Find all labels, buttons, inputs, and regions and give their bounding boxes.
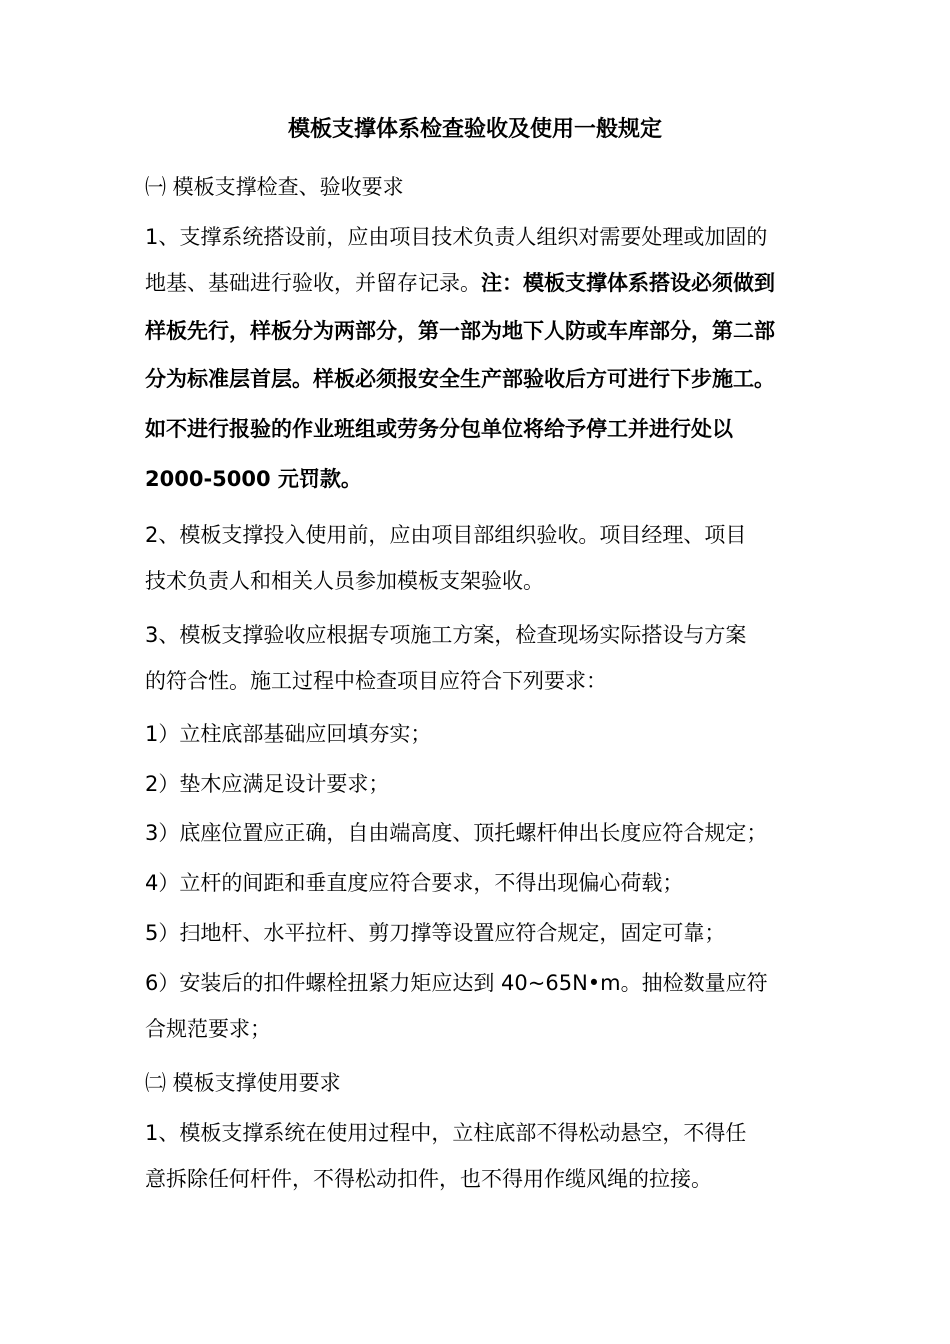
item2-line1: 2、模板支撑投入使用前，应由项目部组织验收。项目经理、项目 (145, 523, 747, 547)
section1-heading: ㈠ 模板支撑检查、验收要求 (145, 175, 404, 199)
item1-line5: 如不进行报验的作业班组或劳务分包单位将给予停工并进行处以 (145, 417, 733, 441)
item1-line3: 样板先行，样板分为两部分，第一部为地下人防或车库部分，第二部 (145, 319, 775, 343)
requirement-1: 1）立柱底部基础应回填夯实； (145, 722, 432, 746)
item3-line2: 的符合性。施工过程中检查项目应符合下列要求： (145, 669, 607, 693)
requirement-6-continued: 合规范要求； (145, 1017, 271, 1041)
requirement-5: 5）扫地杆、水平拉杆、剪刀撑等设置应符合规定，固定可靠； (145, 921, 726, 945)
section2-item1-line2: 意拆除任何杆件，不得松动扣件，也不得用作缆风绳的拉接。 (145, 1167, 712, 1191)
section2-item1-line1: 1、模板支撑系统在使用过程中，立柱底部不得松动悬空，不得任 (145, 1121, 747, 1145)
requirement-3: 3）底座位置应正确，自由端高度、顶托螺杆伸出长度应符合规定； (145, 821, 768, 845)
item1-note-start: 注：模板支撑体系搭设必须做到 (481, 271, 775, 295)
item1-line2 (145, 267, 825, 299)
requirement-4: 4）立杆的间距和垂直度应符合要求，不得出现偏心荷载； (145, 871, 684, 895)
item1-line2-normal: 地基、基础进行验收，并留存记录。 (145, 271, 481, 295)
section2-heading: ㈡ 模板支撑使用要求 (145, 1071, 341, 1095)
item1-line1: 1、支撑系统搭设前，应由项目技术负责人组织对需要处理或加固的 (145, 225, 768, 249)
item1-line6: 2000-5000 元罚款。 (145, 467, 362, 491)
requirement-6: 6）安装后的扣件螺栓扭紧力矩应达到 40~65N•m。抽检数量应符 (145, 971, 768, 995)
document-title: 模板支撑体系检查验收及使用一般规定 (287, 117, 662, 142)
item2-line2: 技术负责人和相关人员参加模板支架验收。 (145, 569, 544, 593)
item3-line1: 3、模板支撑验收应根据专项施工方案，检查现场实际搭设与方案 (145, 623, 747, 647)
requirement-2: 2）垫木应满足设计要求； (145, 772, 390, 796)
item1-line4: 分为标准层首层。样板必须报安全生产部验收后方可进行下步施工。 (145, 367, 775, 391)
